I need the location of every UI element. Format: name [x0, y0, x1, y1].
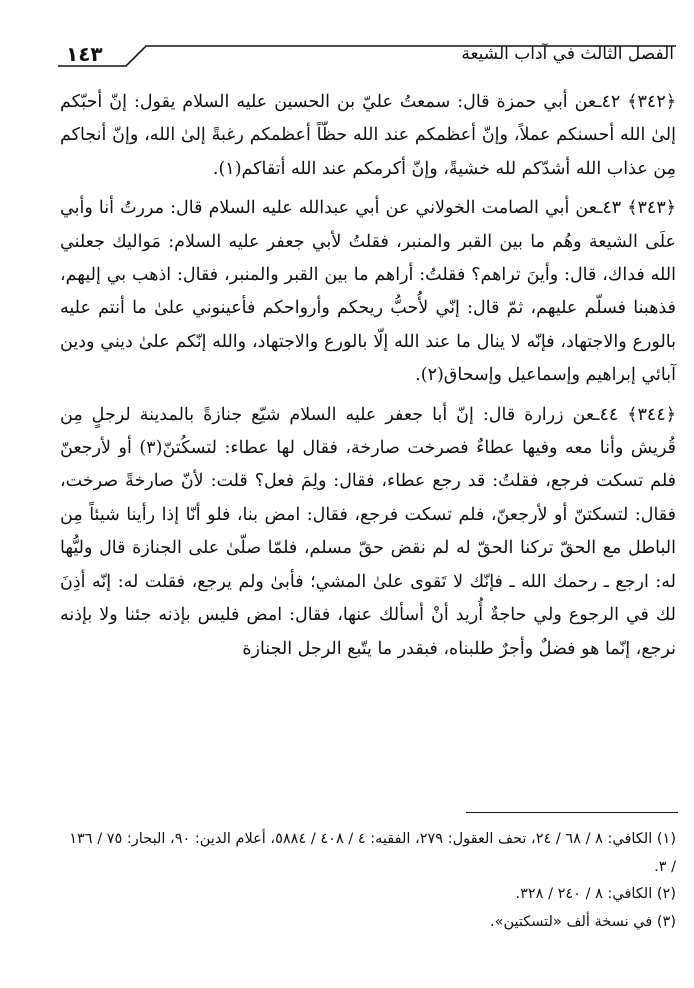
page-number: ١٤٣: [66, 42, 103, 66]
hadith-342: ﴿٣٤٢﴾ ٤٢ـعن أبي حمزة قال: سمعتُ عليّ بن الحسين عليه السلام يقول: إنّ أحبّكم إلىٰ الله أحسنكم عملاً، وإنّ أعظمكم عند الله حظّاً أعظمكم رغبةً إلىٰ الله، وإنّ أنجاكم مِن عذاب الله أشدّكم لله خشيةً، وإنّ أكرمكم عند الله أتقاكم(١).: [60, 92, 676, 179]
running-title: الفصل الثالث في آداب الشيعة: [461, 44, 674, 64]
footnote-2: (٢) الكافي: ٨ / ٢٤٠ / ٣٢٨.: [515, 886, 676, 903]
hadith-344: ﴿٣٤٤﴾ ٤٤ـعن زرارة قال: إنّ أبا جعفر عليه السلام شيّع جنازةً بالمدينة لرجلٍ مِن قُريش وأنا معه وفيها عطاءٌ فصرخت صارخة، فقال لها عطاء: لتسكُتنّ(٣) أو لأرجعنّ فلم تسكت فرجع، فقلتُ: قد رجع عطاء، فقال: ولِمَ فعل؟ قلت: لأنّ صارخةً صرخت، فقال: لتسكتنّ أو لأرجعنّ، فلم تسكت فرجع، فقال: امض بنا، فلو أنّا إذا رأينا شيئاً مِن الباطل مع الحقّ تركنا الحقّ له لم نقض حقّ مسلم، فلمّا صلّىٰ على الجنازة قال وليُّها له: ارجع ـ رحمك الله ـ فإنّك لا تَقوى علىٰ المشي؛ فأبىٰ ولم يرجع، فقلت له: إنّه أذِنَ لك في الرجوع ولي حاجةٌ أُريد أنْ أسألك عنها، فقال: امض فليس بإذنه جئنا ولا بإذنه نرجع، إنّما هو فضلٌ وأجرٌ طلبناه، فبقدر ما يتّبع الرجل الجنازة: [60, 404, 677, 659]
page-header: [58, 38, 678, 74]
footnote-1: (١) الكافي: ٨ / ٦٨ / ٢٤، تحف العقول: ٢٧٩، الفقيه: ٤ / ٤٠٨ / ٥٨٨٤، أعلام الدين: ٩٠، البحار: ٧٥ / ١٣٦ / ٣.: [69, 831, 676, 875]
hadith-343: ﴿٣٤٣﴾ ٤٣ـعن أبي الصامت الخولاني عن أبي عبدالله عليه السلام قال: مررتُ أنا وأبي علَى الشيعة وهُم ما بين القبر والمنبر، فقلتُ لأبي جعفر عليه السلام: مَواليك جعلني الله فداك، قال: وأينَ تراهم؟ فقلتُ: أراهم ما بين القبر والمنبر، فقال: اذهب بي إليهم، فذهبنا فسلّم عليهم، ثمّ قال: إنّي لأُحبُّ ريحكم وأرواحكم فأعينوني علىٰ ما أنتم عليه بالورع والاجتهاد، فإنّه لا ينال ما عند الله إلّا بالورع والاجتهاد، والله إنّكم علىٰ ديني ودين آبائي إبراهيم وإسماعيل وإسحاق(٢).: [60, 198, 676, 386]
footnote-3: (٣) في نسخة ألف «لتسكتين».: [489, 913, 676, 930]
footnote-divider: [466, 812, 678, 813]
footnotes: [60, 826, 676, 936]
main-text: [60, 86, 676, 672]
